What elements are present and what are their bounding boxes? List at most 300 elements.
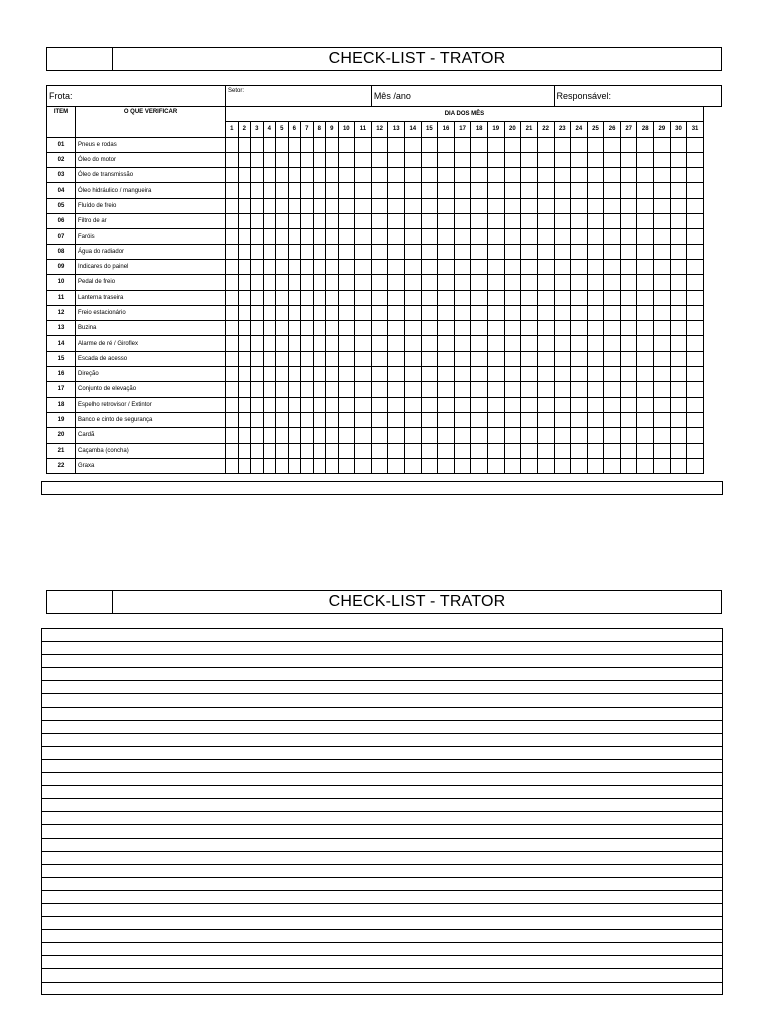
day-check-cell[interactable]	[487, 305, 504, 320]
day-check-cell[interactable]	[471, 443, 488, 458]
day-check-cell[interactable]	[637, 412, 654, 427]
day-check-cell[interactable]	[313, 321, 326, 336]
day-check-cell[interactable]	[571, 428, 588, 443]
day-check-cell[interactable]	[654, 229, 671, 244]
day-check-cell[interactable]	[388, 428, 405, 443]
day-check-cell[interactable]	[504, 305, 521, 320]
day-check-cell[interactable]	[654, 198, 671, 213]
day-check-cell[interactable]	[301, 443, 314, 458]
day-check-cell[interactable]	[355, 168, 372, 183]
day-check-cell[interactable]	[454, 443, 471, 458]
day-check-cell[interactable]	[670, 367, 687, 382]
day-check-cell[interactable]	[251, 428, 264, 443]
day-check-cell[interactable]	[670, 168, 687, 183]
day-check-cell[interactable]	[654, 168, 671, 183]
day-check-cell[interactable]	[670, 137, 687, 152]
day-check-cell[interactable]	[604, 458, 621, 473]
day-check-cell[interactable]	[620, 229, 637, 244]
day-check-cell[interactable]	[226, 412, 239, 427]
day-check-cell[interactable]	[587, 428, 604, 443]
day-check-cell[interactable]	[537, 351, 554, 366]
day-check-cell[interactable]	[338, 351, 355, 366]
note-line[interactable]	[42, 655, 722, 668]
day-check-cell[interactable]	[654, 244, 671, 259]
day-check-cell[interactable]	[326, 367, 339, 382]
day-check-cell[interactable]	[620, 428, 637, 443]
day-check-cell[interactable]	[405, 412, 422, 427]
day-check-cell[interactable]	[276, 198, 289, 213]
day-check-cell[interactable]	[276, 183, 289, 198]
day-check-cell[interactable]	[637, 168, 654, 183]
day-check-cell[interactable]	[604, 259, 621, 274]
day-check-cell[interactable]	[637, 397, 654, 412]
day-check-cell[interactable]	[438, 458, 455, 473]
day-check-cell[interactable]	[504, 382, 521, 397]
day-check-cell[interactable]	[654, 183, 671, 198]
day-check-cell[interactable]	[521, 397, 538, 412]
day-check-cell[interactable]	[301, 367, 314, 382]
day-check-cell[interactable]	[504, 198, 521, 213]
day-check-cell[interactable]	[355, 428, 372, 443]
day-check-cell[interactable]	[301, 198, 314, 213]
day-check-cell[interactable]	[238, 168, 251, 183]
day-check-cell[interactable]	[471, 275, 488, 290]
day-check-cell[interactable]	[276, 412, 289, 427]
day-check-cell[interactable]	[654, 412, 671, 427]
day-check-cell[interactable]	[226, 321, 239, 336]
day-check-cell[interactable]	[438, 305, 455, 320]
day-check-cell[interactable]	[276, 168, 289, 183]
day-check-cell[interactable]	[276, 259, 289, 274]
day-check-cell[interactable]	[421, 168, 438, 183]
day-check-cell[interactable]	[313, 259, 326, 274]
day-check-cell[interactable]	[288, 244, 301, 259]
day-check-cell[interactable]	[338, 336, 355, 351]
day-check-cell[interactable]	[226, 259, 239, 274]
day-check-cell[interactable]	[620, 183, 637, 198]
day-check-cell[interactable]	[371, 412, 388, 427]
day-check-cell[interactable]	[587, 244, 604, 259]
day-check-cell[interactable]	[487, 152, 504, 167]
day-check-cell[interactable]	[251, 214, 264, 229]
day-check-cell[interactable]	[263, 152, 276, 167]
day-check-cell[interactable]	[438, 321, 455, 336]
day-check-cell[interactable]	[263, 458, 276, 473]
day-check-cell[interactable]	[471, 198, 488, 213]
day-check-cell[interactable]	[421, 351, 438, 366]
day-check-cell[interactable]	[454, 259, 471, 274]
day-check-cell[interactable]	[421, 336, 438, 351]
day-check-cell[interactable]	[263, 428, 276, 443]
day-check-cell[interactable]	[620, 458, 637, 473]
day-check-cell[interactable]	[301, 305, 314, 320]
day-check-cell[interactable]	[554, 259, 571, 274]
day-check-cell[interactable]	[301, 458, 314, 473]
day-check-cell[interactable]	[313, 183, 326, 198]
day-check-cell[interactable]	[504, 183, 521, 198]
day-check-cell[interactable]	[238, 152, 251, 167]
day-check-cell[interactable]	[670, 244, 687, 259]
day-check-cell[interactable]	[521, 290, 538, 305]
day-check-cell[interactable]	[670, 275, 687, 290]
note-line[interactable]	[42, 943, 722, 956]
day-check-cell[interactable]	[637, 382, 654, 397]
day-check-cell[interactable]	[587, 229, 604, 244]
day-check-cell[interactable]	[263, 244, 276, 259]
day-check-cell[interactable]	[263, 290, 276, 305]
day-check-cell[interactable]	[251, 152, 264, 167]
day-check-cell[interactable]	[301, 244, 314, 259]
day-check-cell[interactable]	[554, 367, 571, 382]
day-check-cell[interactable]	[504, 458, 521, 473]
day-check-cell[interactable]	[487, 412, 504, 427]
day-check-cell[interactable]	[604, 443, 621, 458]
day-check-cell[interactable]	[288, 183, 301, 198]
day-check-cell[interactable]	[654, 336, 671, 351]
day-check-cell[interactable]	[537, 336, 554, 351]
day-check-cell[interactable]	[388, 152, 405, 167]
day-check-cell[interactable]	[338, 229, 355, 244]
day-check-cell[interactable]	[487, 428, 504, 443]
day-check-cell[interactable]	[263, 183, 276, 198]
day-check-cell[interactable]	[537, 214, 554, 229]
day-check-cell[interactable]	[251, 229, 264, 244]
day-check-cell[interactable]	[388, 443, 405, 458]
day-check-cell[interactable]	[571, 275, 588, 290]
day-check-cell[interactable]	[313, 305, 326, 320]
day-check-cell[interactable]	[571, 290, 588, 305]
day-check-cell[interactable]	[571, 382, 588, 397]
day-check-cell[interactable]	[571, 229, 588, 244]
day-check-cell[interactable]	[326, 458, 339, 473]
note-line[interactable]	[42, 799, 722, 812]
day-check-cell[interactable]	[288, 351, 301, 366]
day-check-cell[interactable]	[687, 152, 704, 167]
day-check-cell[interactable]	[471, 244, 488, 259]
day-check-cell[interactable]	[487, 244, 504, 259]
day-check-cell[interactable]	[604, 168, 621, 183]
day-check-cell[interactable]	[301, 397, 314, 412]
day-check-cell[interactable]	[326, 244, 339, 259]
day-check-cell[interactable]	[288, 458, 301, 473]
day-check-cell[interactable]	[637, 214, 654, 229]
day-check-cell[interactable]	[521, 305, 538, 320]
day-check-cell[interactable]	[355, 259, 372, 274]
day-check-cell[interactable]	[471, 397, 488, 412]
day-check-cell[interactable]	[326, 428, 339, 443]
day-check-cell[interactable]	[471, 137, 488, 152]
day-check-cell[interactable]	[454, 458, 471, 473]
day-check-cell[interactable]	[654, 351, 671, 366]
day-check-cell[interactable]	[521, 183, 538, 198]
day-check-cell[interactable]	[654, 275, 671, 290]
day-check-cell[interactable]	[637, 443, 654, 458]
day-check-cell[interactable]	[687, 382, 704, 397]
day-check-cell[interactable]	[238, 443, 251, 458]
day-check-cell[interactable]	[263, 198, 276, 213]
note-line[interactable]	[42, 681, 722, 694]
day-check-cell[interactable]	[371, 290, 388, 305]
day-check-cell[interactable]	[405, 428, 422, 443]
day-check-cell[interactable]	[670, 259, 687, 274]
day-check-cell[interactable]	[487, 351, 504, 366]
day-check-cell[interactable]	[571, 367, 588, 382]
day-check-cell[interactable]	[288, 214, 301, 229]
day-check-cell[interactable]	[487, 198, 504, 213]
day-check-cell[interactable]	[471, 428, 488, 443]
note-line[interactable]	[42, 878, 722, 891]
day-check-cell[interactable]	[355, 305, 372, 320]
day-check-cell[interactable]	[238, 382, 251, 397]
day-check-cell[interactable]	[438, 137, 455, 152]
day-check-cell[interactable]	[288, 336, 301, 351]
day-check-cell[interactable]	[421, 397, 438, 412]
day-check-cell[interactable]	[670, 428, 687, 443]
day-check-cell[interactable]	[687, 336, 704, 351]
frota-field[interactable]	[47, 86, 226, 107]
day-check-cell[interactable]	[471, 336, 488, 351]
day-check-cell[interactable]	[471, 214, 488, 229]
day-check-cell[interactable]	[313, 290, 326, 305]
day-check-cell[interactable]	[587, 137, 604, 152]
day-check-cell[interactable]	[388, 382, 405, 397]
day-check-cell[interactable]	[251, 351, 264, 366]
day-check-cell[interactable]	[637, 275, 654, 290]
day-check-cell[interactable]	[263, 412, 276, 427]
note-line[interactable]	[42, 694, 722, 707]
day-check-cell[interactable]	[301, 152, 314, 167]
day-check-cell[interactable]	[454, 367, 471, 382]
day-check-cell[interactable]	[405, 367, 422, 382]
day-check-cell[interactable]	[654, 397, 671, 412]
day-check-cell[interactable]	[654, 443, 671, 458]
day-check-cell[interactable]	[537, 259, 554, 274]
day-check-cell[interactable]	[263, 336, 276, 351]
day-check-cell[interactable]	[687, 275, 704, 290]
day-check-cell[interactable]	[504, 275, 521, 290]
day-check-cell[interactable]	[554, 443, 571, 458]
day-check-cell[interactable]	[521, 412, 538, 427]
day-check-cell[interactable]	[687, 290, 704, 305]
day-check-cell[interactable]	[405, 275, 422, 290]
day-check-cell[interactable]	[405, 229, 422, 244]
day-check-cell[interactable]	[355, 290, 372, 305]
day-check-cell[interactable]	[371, 458, 388, 473]
day-check-cell[interactable]	[454, 336, 471, 351]
day-check-cell[interactable]	[471, 259, 488, 274]
day-check-cell[interactable]	[637, 244, 654, 259]
day-check-cell[interactable]	[571, 305, 588, 320]
day-check-cell[interactable]	[654, 428, 671, 443]
day-check-cell[interactable]	[405, 443, 422, 458]
day-check-cell[interactable]	[670, 183, 687, 198]
day-check-cell[interactable]	[438, 351, 455, 366]
day-check-cell[interactable]	[687, 244, 704, 259]
day-check-cell[interactable]	[654, 259, 671, 274]
day-check-cell[interactable]	[471, 367, 488, 382]
day-check-cell[interactable]	[438, 367, 455, 382]
day-check-cell[interactable]	[521, 321, 538, 336]
day-check-cell[interactable]	[301, 382, 314, 397]
day-check-cell[interactable]	[326, 229, 339, 244]
day-check-cell[interactable]	[687, 137, 704, 152]
day-check-cell[interactable]	[371, 443, 388, 458]
day-check-cell[interactable]	[670, 336, 687, 351]
day-check-cell[interactable]	[355, 443, 372, 458]
day-check-cell[interactable]	[238, 137, 251, 152]
note-line[interactable]	[42, 629, 722, 642]
day-check-cell[interactable]	[571, 321, 588, 336]
day-check-cell[interactable]	[326, 183, 339, 198]
day-check-cell[interactable]	[670, 229, 687, 244]
day-check-cell[interactable]	[326, 198, 339, 213]
day-check-cell[interactable]	[654, 152, 671, 167]
day-check-cell[interactable]	[371, 244, 388, 259]
day-check-cell[interactable]	[587, 412, 604, 427]
day-check-cell[interactable]	[654, 290, 671, 305]
note-line[interactable]	[42, 668, 722, 681]
day-check-cell[interactable]	[504, 290, 521, 305]
day-check-cell[interactable]	[251, 367, 264, 382]
day-check-cell[interactable]	[670, 382, 687, 397]
day-check-cell[interactable]	[301, 168, 314, 183]
day-check-cell[interactable]	[263, 351, 276, 366]
day-check-cell[interactable]	[521, 443, 538, 458]
day-check-cell[interactable]	[338, 183, 355, 198]
day-check-cell[interactable]	[670, 443, 687, 458]
day-check-cell[interactable]	[388, 412, 405, 427]
day-check-cell[interactable]	[355, 367, 372, 382]
day-check-cell[interactable]	[301, 214, 314, 229]
day-check-cell[interactable]	[537, 382, 554, 397]
day-check-cell[interactable]	[301, 229, 314, 244]
day-check-cell[interactable]	[670, 321, 687, 336]
day-check-cell[interactable]	[276, 137, 289, 152]
day-check-cell[interactable]	[637, 305, 654, 320]
day-check-cell[interactable]	[421, 152, 438, 167]
day-check-cell[interactable]	[438, 397, 455, 412]
day-check-cell[interactable]	[313, 168, 326, 183]
day-check-cell[interactable]	[251, 168, 264, 183]
day-check-cell[interactable]	[276, 290, 289, 305]
day-check-cell[interactable]	[620, 259, 637, 274]
day-check-cell[interactable]	[338, 305, 355, 320]
day-check-cell[interactable]	[288, 229, 301, 244]
day-check-cell[interactable]	[620, 321, 637, 336]
day-check-cell[interactable]	[471, 382, 488, 397]
day-check-cell[interactable]	[226, 351, 239, 366]
note-line[interactable]	[42, 930, 722, 943]
day-check-cell[interactable]	[371, 428, 388, 443]
day-check-cell[interactable]	[355, 382, 372, 397]
day-check-cell[interactable]	[421, 428, 438, 443]
day-check-cell[interactable]	[276, 458, 289, 473]
day-check-cell[interactable]	[371, 198, 388, 213]
responsavel-field[interactable]	[554, 86, 722, 107]
note-line[interactable]	[42, 852, 722, 865]
day-check-cell[interactable]	[504, 137, 521, 152]
day-check-cell[interactable]	[388, 305, 405, 320]
day-check-cell[interactable]	[487, 367, 504, 382]
day-check-cell[interactable]	[637, 428, 654, 443]
day-check-cell[interactable]	[288, 367, 301, 382]
day-check-cell[interactable]	[338, 137, 355, 152]
day-check-cell[interactable]	[521, 198, 538, 213]
day-check-cell[interactable]	[454, 183, 471, 198]
day-check-cell[interactable]	[571, 351, 588, 366]
day-check-cell[interactable]	[454, 412, 471, 427]
day-check-cell[interactable]	[226, 397, 239, 412]
day-check-cell[interactable]	[687, 397, 704, 412]
day-check-cell[interactable]	[637, 321, 654, 336]
day-check-cell[interactable]	[338, 168, 355, 183]
day-check-cell[interactable]	[421, 275, 438, 290]
day-check-cell[interactable]	[587, 168, 604, 183]
day-check-cell[interactable]	[388, 168, 405, 183]
day-check-cell[interactable]	[537, 412, 554, 427]
day-check-cell[interactable]	[388, 214, 405, 229]
day-check-cell[interactable]	[637, 259, 654, 274]
day-check-cell[interactable]	[454, 382, 471, 397]
day-check-cell[interactable]	[504, 321, 521, 336]
day-check-cell[interactable]	[670, 152, 687, 167]
day-check-cell[interactable]	[226, 229, 239, 244]
day-check-cell[interactable]	[326, 305, 339, 320]
day-check-cell[interactable]	[620, 412, 637, 427]
day-check-cell[interactable]	[687, 428, 704, 443]
day-check-cell[interactable]	[487, 321, 504, 336]
day-check-cell[interactable]	[338, 397, 355, 412]
day-check-cell[interactable]	[263, 259, 276, 274]
day-check-cell[interactable]	[504, 259, 521, 274]
day-check-cell[interactable]	[238, 351, 251, 366]
day-check-cell[interactable]	[263, 382, 276, 397]
day-check-cell[interactable]	[263, 275, 276, 290]
day-check-cell[interactable]	[504, 168, 521, 183]
day-check-cell[interactable]	[338, 321, 355, 336]
day-check-cell[interactable]	[251, 336, 264, 351]
day-check-cell[interactable]	[226, 336, 239, 351]
day-check-cell[interactable]	[276, 321, 289, 336]
day-check-cell[interactable]	[438, 229, 455, 244]
day-check-cell[interactable]	[226, 198, 239, 213]
day-check-cell[interactable]	[454, 351, 471, 366]
note-line[interactable]	[42, 734, 722, 747]
day-check-cell[interactable]	[537, 244, 554, 259]
day-check-cell[interactable]	[405, 305, 422, 320]
day-check-cell[interactable]	[637, 152, 654, 167]
day-check-cell[interactable]	[226, 152, 239, 167]
day-check-cell[interactable]	[338, 458, 355, 473]
day-check-cell[interactable]	[251, 458, 264, 473]
day-check-cell[interactable]	[521, 137, 538, 152]
day-check-cell[interactable]	[487, 382, 504, 397]
day-check-cell[interactable]	[537, 428, 554, 443]
note-line[interactable]	[42, 773, 722, 786]
day-check-cell[interactable]	[288, 397, 301, 412]
day-check-cell[interactable]	[487, 214, 504, 229]
day-check-cell[interactable]	[587, 443, 604, 458]
day-check-cell[interactable]	[338, 244, 355, 259]
day-check-cell[interactable]	[504, 397, 521, 412]
day-check-cell[interactable]	[355, 229, 372, 244]
day-check-cell[interactable]	[471, 290, 488, 305]
day-check-cell[interactable]	[454, 290, 471, 305]
day-check-cell[interactable]	[238, 428, 251, 443]
day-check-cell[interactable]	[687, 168, 704, 183]
note-line[interactable]	[42, 865, 722, 878]
day-check-cell[interactable]	[604, 229, 621, 244]
